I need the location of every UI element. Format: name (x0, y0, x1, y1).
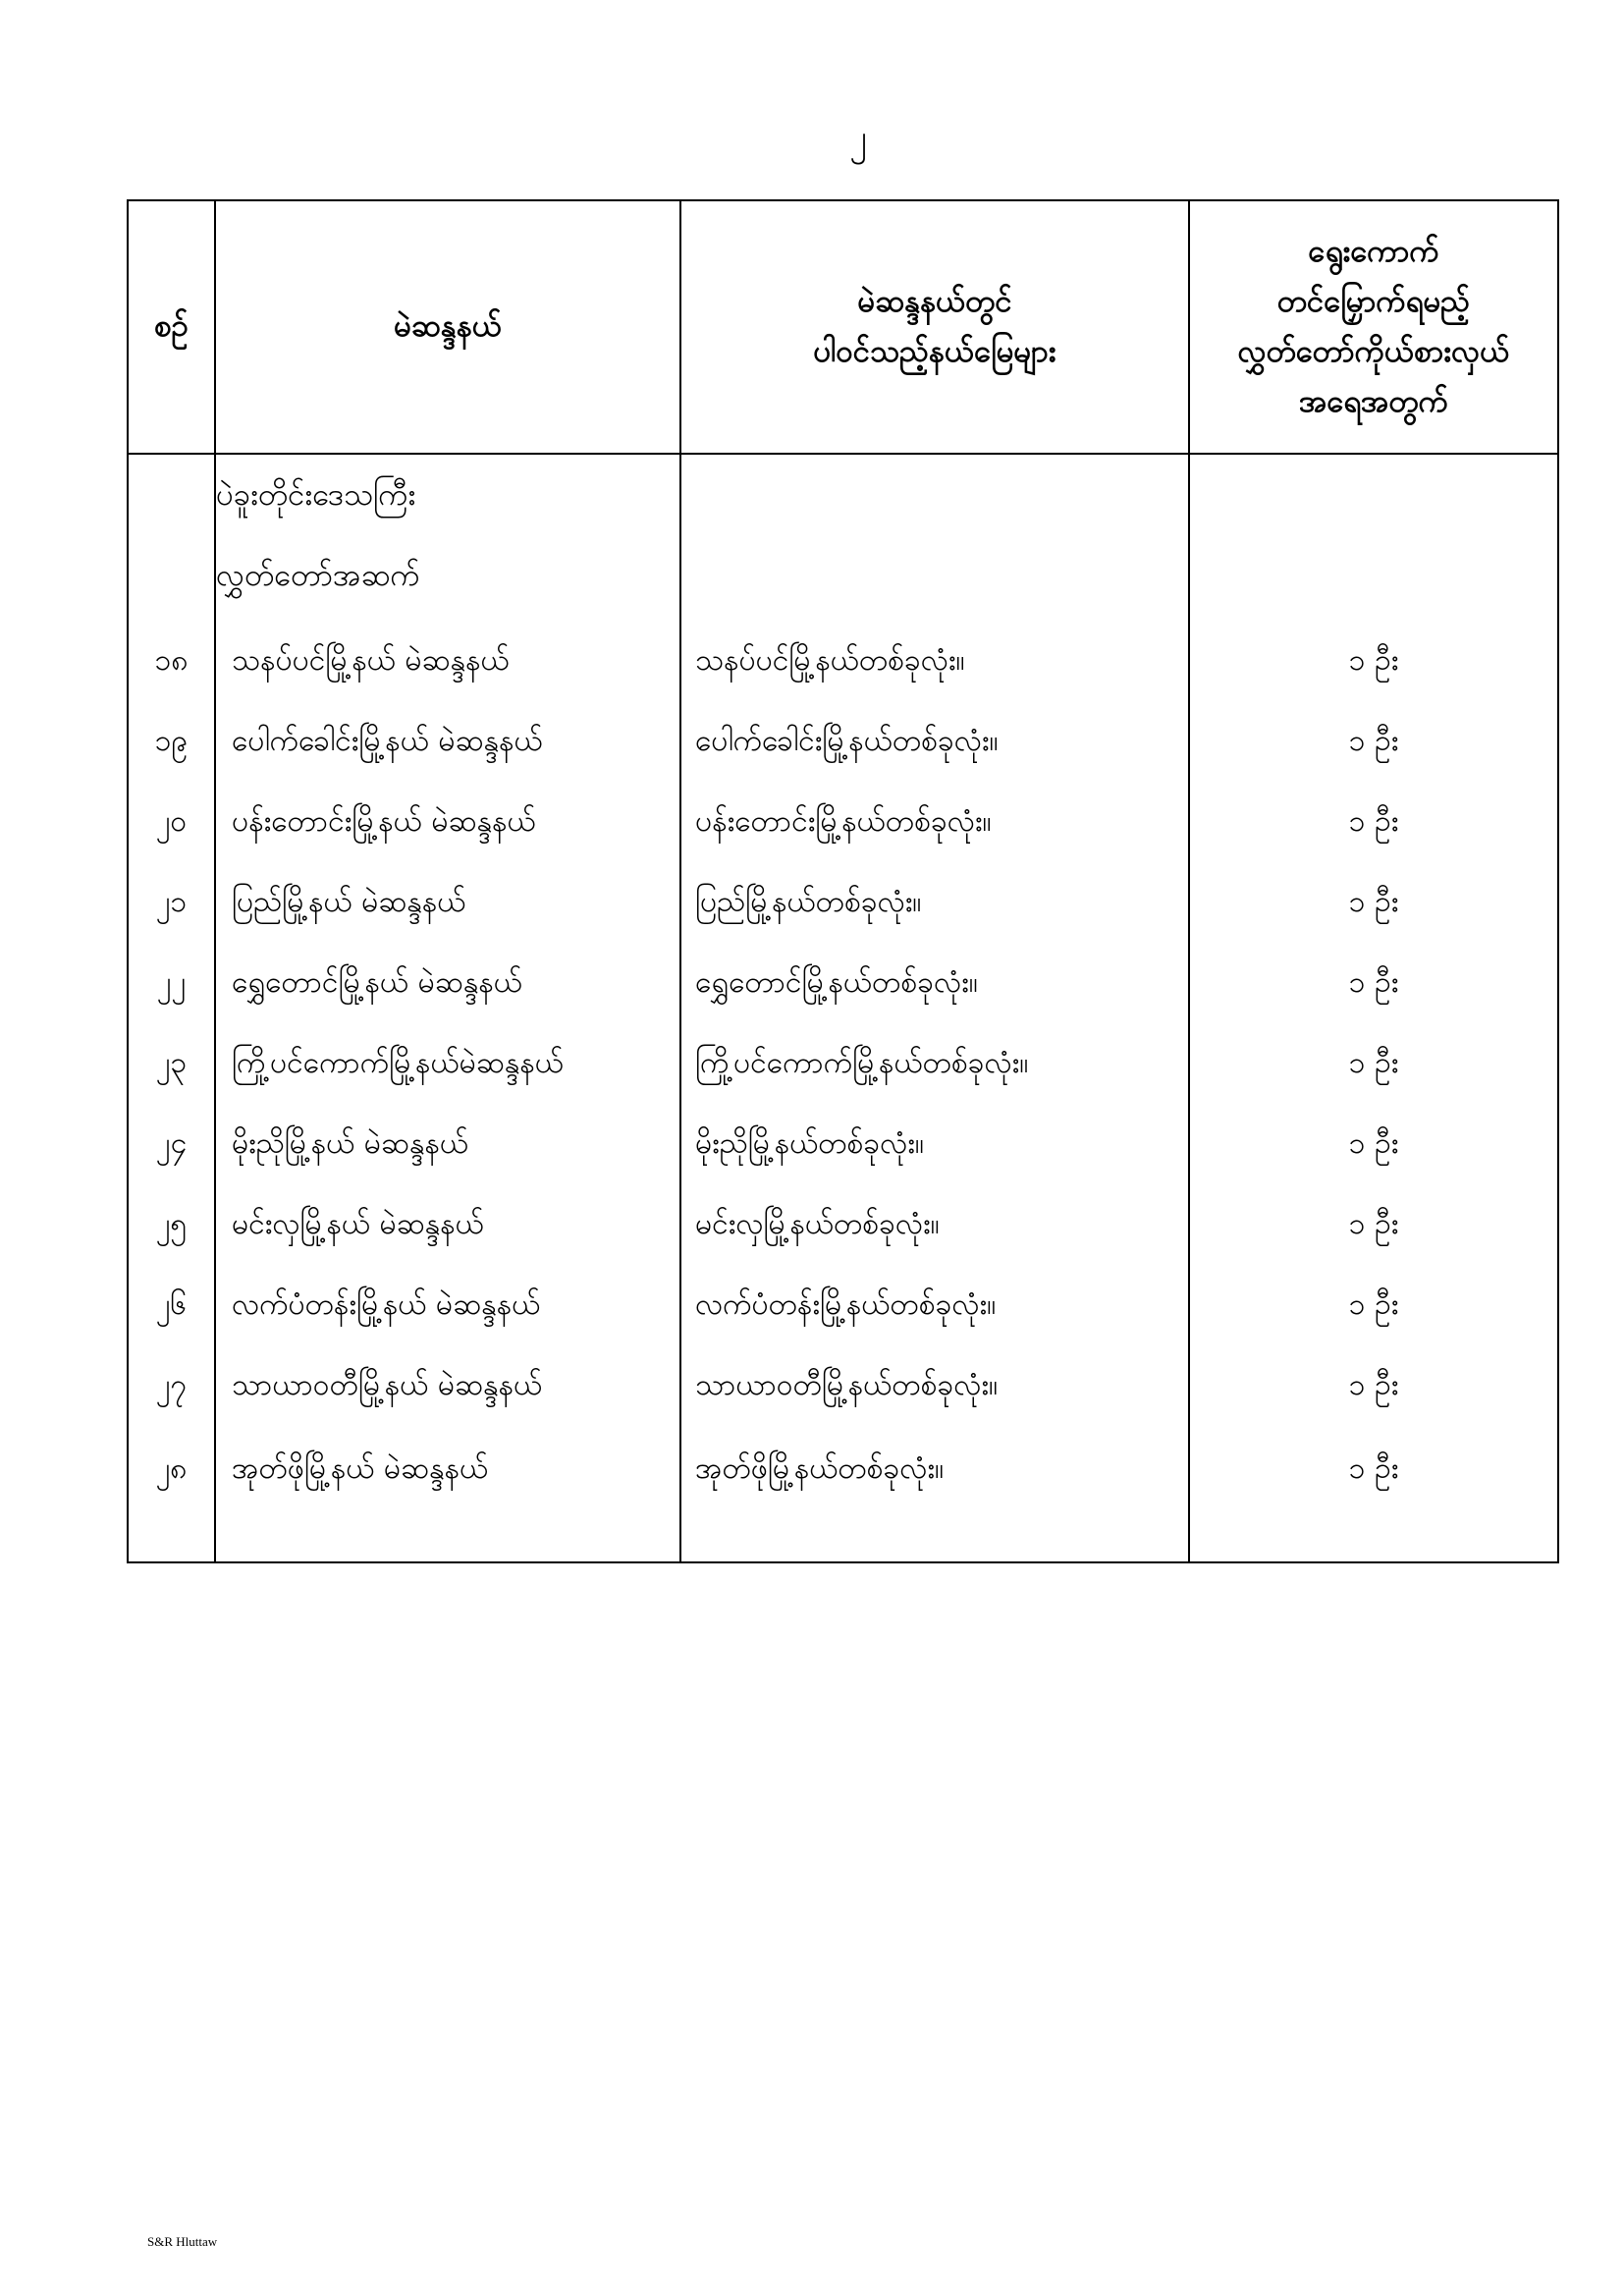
table-row (128, 622, 1558, 702)
group-title-line: လွှတ်တော်အဆက် (216, 558, 420, 593)
header-areas-line: ပါဝင်သည့်နယ်မြေများ (813, 334, 1056, 369)
table-row (128, 863, 1558, 944)
page-number: ၂ (849, 118, 867, 158)
table-row (128, 1185, 1558, 1266)
representative-count: ၁ ဦး (1189, 783, 1558, 863)
representative-count: ၁ ဦး (1189, 1105, 1558, 1185)
header-representatives-line: တင်မြှောက်ရမည့် (1276, 283, 1471, 319)
included-areas: အုတ်ဖိုမြို့နယ်တစ်ခုလုံး။ (680, 1427, 1189, 1562)
row-number: ၂၅ (128, 1185, 215, 1266)
header-areas (680, 200, 1189, 454)
representative-count: ၁ ဦး (1189, 944, 1558, 1024)
table-row (128, 783, 1558, 863)
constituency-name: ပြည်မြို့နယ် မဲဆန္ဒနယ် (215, 863, 680, 944)
included-areas: ကြို့ပင်ကောက်မြို့နယ်တစ်ခုလုံး။ (680, 1024, 1189, 1105)
row-number: ၂၄ (128, 1105, 215, 1185)
constituency-name: ကြို့ပင်ကောက်မြို့နယ်မဲဆန္ဒနယ် (215, 1024, 680, 1105)
footer-note: S&R Hluttaw (147, 2234, 218, 2249)
table-row (128, 1346, 1558, 1427)
constituency-table (127, 199, 1559, 1563)
constituency-name: မိုးညိုမြို့နယ် မဲဆန္ဒနယ် (215, 1105, 680, 1185)
header-representatives-line: ရွေးကောက် (1308, 233, 1439, 269)
header-areas-line: မဲဆန္ဒနယ်တွင် (857, 283, 1012, 319)
included-areas: ပန်းတောင်းမြို့နယ်တစ်ခုလုံး။ (680, 783, 1189, 863)
representative-count: ၁ ဦး (1189, 1024, 1558, 1105)
header-representatives-line: လွှတ်တော်ကိုယ်စားလှယ် (1237, 334, 1510, 369)
table-row (128, 944, 1558, 1024)
header-no: စဉ် (128, 200, 215, 454)
included-areas: ရွှေတောင်မြို့နယ်တစ်ခုလုံး။ (680, 944, 1189, 1024)
row-number: ၁၈ (128, 622, 215, 702)
included-areas: လက်ပံတန်းမြို့နယ်တစ်ခုလုံး။ (680, 1266, 1189, 1346)
included-areas: မိုးညိုမြို့နယ်တစ်ခုလုံး။ (680, 1105, 1189, 1185)
table-row (128, 1427, 1558, 1562)
constituency-name: အုတ်ဖိုမြို့နယ် မဲဆန္ဒနယ် (215, 1427, 680, 1562)
row-number: ၂၇ (128, 1346, 215, 1427)
representative-count: ၁ ဦး (1189, 863, 1558, 944)
representative-count: ၁ ဦး (1189, 1185, 1558, 1266)
table-row (128, 702, 1558, 783)
header-representatives (1189, 200, 1558, 454)
group-title-line: ပဲခူးတိုင်းဒေသကြီး (216, 477, 416, 513)
table-header-row (128, 200, 1558, 454)
included-areas: မင်းလှမြို့နယ်တစ်ခုလုံး။ (680, 1185, 1189, 1266)
included-areas: ပြည်မြို့နယ်တစ်ခုလုံး။ (680, 863, 1189, 944)
constituency-name: သနပ်ပင်မြို့နယ် မဲဆန္ဒနယ် (215, 622, 680, 702)
constituency-name: မင်းလှမြို့နယ် မဲဆန္ဒနယ် (215, 1185, 680, 1266)
group-title (215, 454, 680, 622)
row-number: ၂၈ (128, 1427, 215, 1562)
header-constituency: မဲဆန္ဒနယ် (215, 200, 680, 454)
representative-count: ၁ ဦး (1189, 702, 1558, 783)
representative-count: ၁ ဦး (1189, 1427, 1558, 1562)
included-areas: ပေါက်ခေါင်းမြို့နယ်တစ်ခုလုံး။ (680, 702, 1189, 783)
row-number: ၂၃ (128, 1024, 215, 1105)
constituency-name: လက်ပံတန်းမြို့နယ် မဲဆန္ဒနယ် (215, 1266, 680, 1346)
constituency-name: သာယာဝတီမြို့နယ် မဲဆန္ဒနယ် (215, 1346, 680, 1427)
constituency-name: ပန်းတောင်းမြို့နယ် မဲဆန္ဒနယ် (215, 783, 680, 863)
group-title-row (128, 454, 1558, 622)
table-row (128, 1105, 1558, 1185)
included-areas: သနပ်ပင်မြို့နယ်တစ်ခုလုံး။ (680, 622, 1189, 702)
constituency-name: ပေါက်ခေါင်းမြို့နယ် မဲဆန္ဒနယ် (215, 702, 680, 783)
included-areas: သာယာဝတီမြို့နယ်တစ်ခုလုံး။ (680, 1346, 1189, 1427)
representative-count: ၁ ဦး (1189, 622, 1558, 702)
row-number: ၂၁ (128, 863, 215, 944)
row-number: ၂၀ (128, 783, 215, 863)
table-row (128, 1024, 1558, 1105)
table-row (128, 1266, 1558, 1346)
representative-count: ၁ ဦး (1189, 1266, 1558, 1346)
header-representatives-line: အရေအတွက် (1298, 384, 1449, 420)
row-number: ၂၂ (128, 944, 215, 1024)
constituency-name: ရွှေတောင်မြို့နယ် မဲဆန္ဒနယ် (215, 944, 680, 1024)
row-number: ၁၉ (128, 702, 215, 783)
row-number: ၂၆ (128, 1266, 215, 1346)
representative-count: ၁ ဦး (1189, 1346, 1558, 1427)
